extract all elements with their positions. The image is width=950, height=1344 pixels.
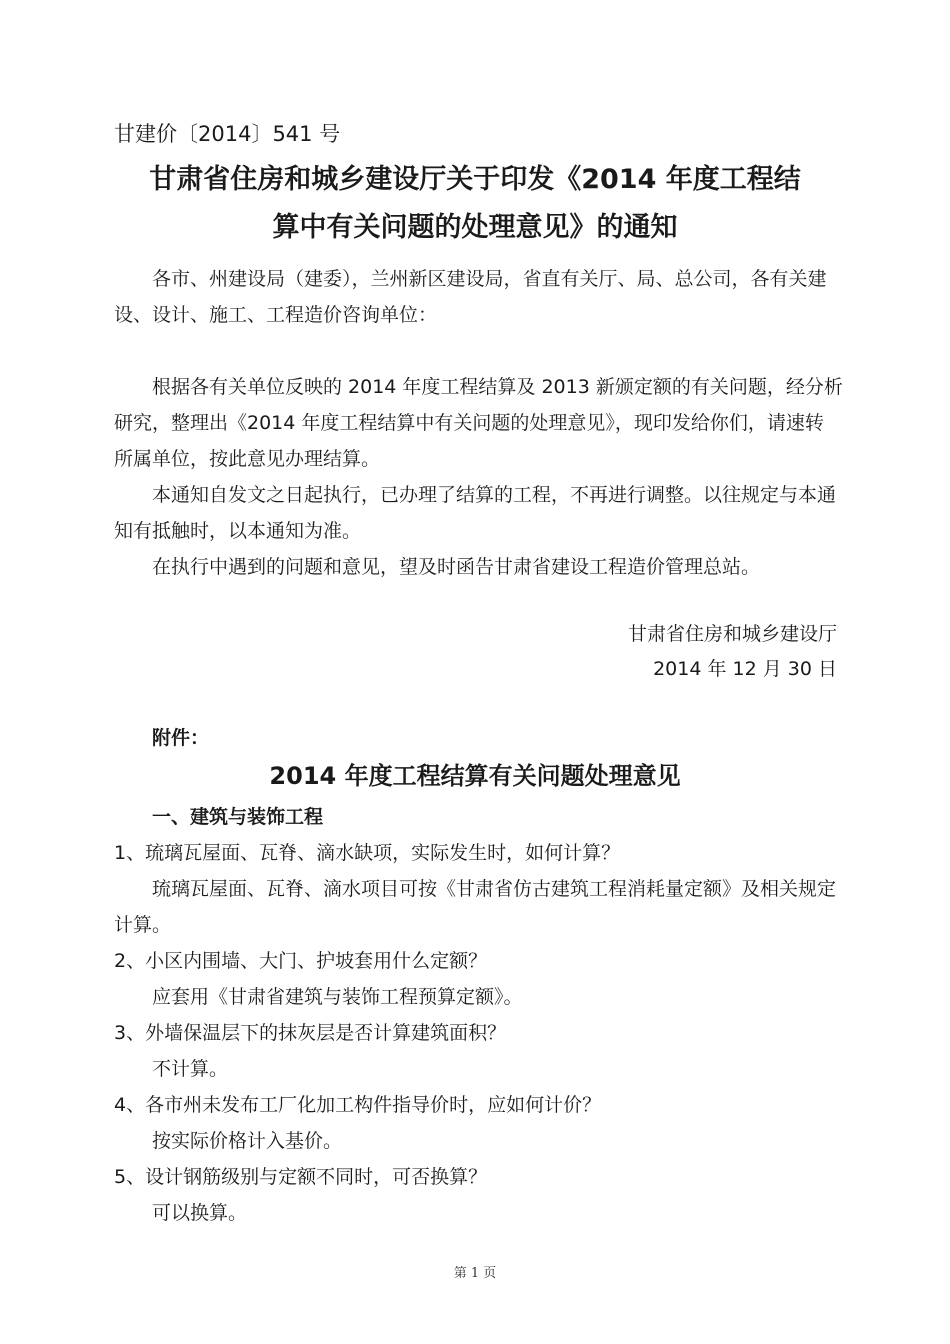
paragraph-1-line-2: 研究，整理出《2014 年度工程结算中有关问题的处理意见》，现印发给你们，请速转 [114,412,824,434]
question-3: 3、外墙保温层下的抹灰层是否计算建筑面积？ [114,1022,507,1044]
attachment-label: 附件： [152,727,210,749]
answer-1-line-1: 琉璃瓦屋面、瓦脊、滴水项目可按《甘肃省仿古建筑工程消耗量定额》及相关规定 [152,878,837,900]
recipients-line-2: 设、设计、施工、工程造价咨询单位： [114,304,438,326]
document-number: 甘建价〔2014〕541 号 [114,122,341,146]
paragraph-1-line-3: 所属单位，按此意见办理结算。 [114,448,381,470]
answer-1-line-2: 计算。 [114,914,172,936]
question-2: 2、小区内围墙、大门、护坡套用什么定额？ [114,950,488,972]
question-5: 5、设计钢筋级别与定额不同时，可否换算？ [114,1166,488,1188]
question-4: 4、各市州未发布工厂化加工构件指导价时，应如何计价？ [114,1094,602,1116]
document-title-line-2: 算中有关问题的处理意见》的通知 [272,212,678,243]
answer-2: 应套用《甘肃省建筑与装饰工程预算定额》。 [152,986,523,1008]
recipients-line-1: 各市、州建设局（建委），兰州新区建设局，省直有关厅、局、总公司，各有关建 [152,268,827,290]
signature-organization: 甘肃省住房和城乡建设厅 [627,623,837,645]
question-1: 1、琉璃瓦屋面、瓦脊、滴水缺项，实际发生时，如何计算？ [114,842,621,864]
signature-date: 2014 年 12 月 30 日 [653,658,837,680]
section-heading: 一、建筑与装饰工程 [152,806,324,828]
answer-3: 不计算。 [152,1058,229,1080]
paragraph-2-line-2: 知有抵触时，以本通知为准。 [114,520,362,542]
attachment-title: 2014 年度工程结算有关问题处理意见 [269,762,681,790]
paragraph-3: 在执行中遇到的问题和意见，望及时函告甘肃省建设工程造价管理总站。 [152,556,761,578]
answer-4: 按实际价格计入基价。 [152,1130,343,1152]
paragraph-1-line-1: 根据各有关单位反映的 2014 年度工程结算及 2013 新颁定额的有关问题，经分析 [152,376,843,398]
document-title-line-1: 甘肃省住房和城乡建设厅关于印发《2014 年度工程结 [149,164,801,195]
paragraph-2-line-1: 本通知自发文之日起执行，已办理了结算的工程，不再进行调整。以往规定与本通 [152,484,837,506]
page-number-footer: 第 1 页 [453,1266,497,1281]
answer-5: 可以换算。 [152,1202,248,1224]
